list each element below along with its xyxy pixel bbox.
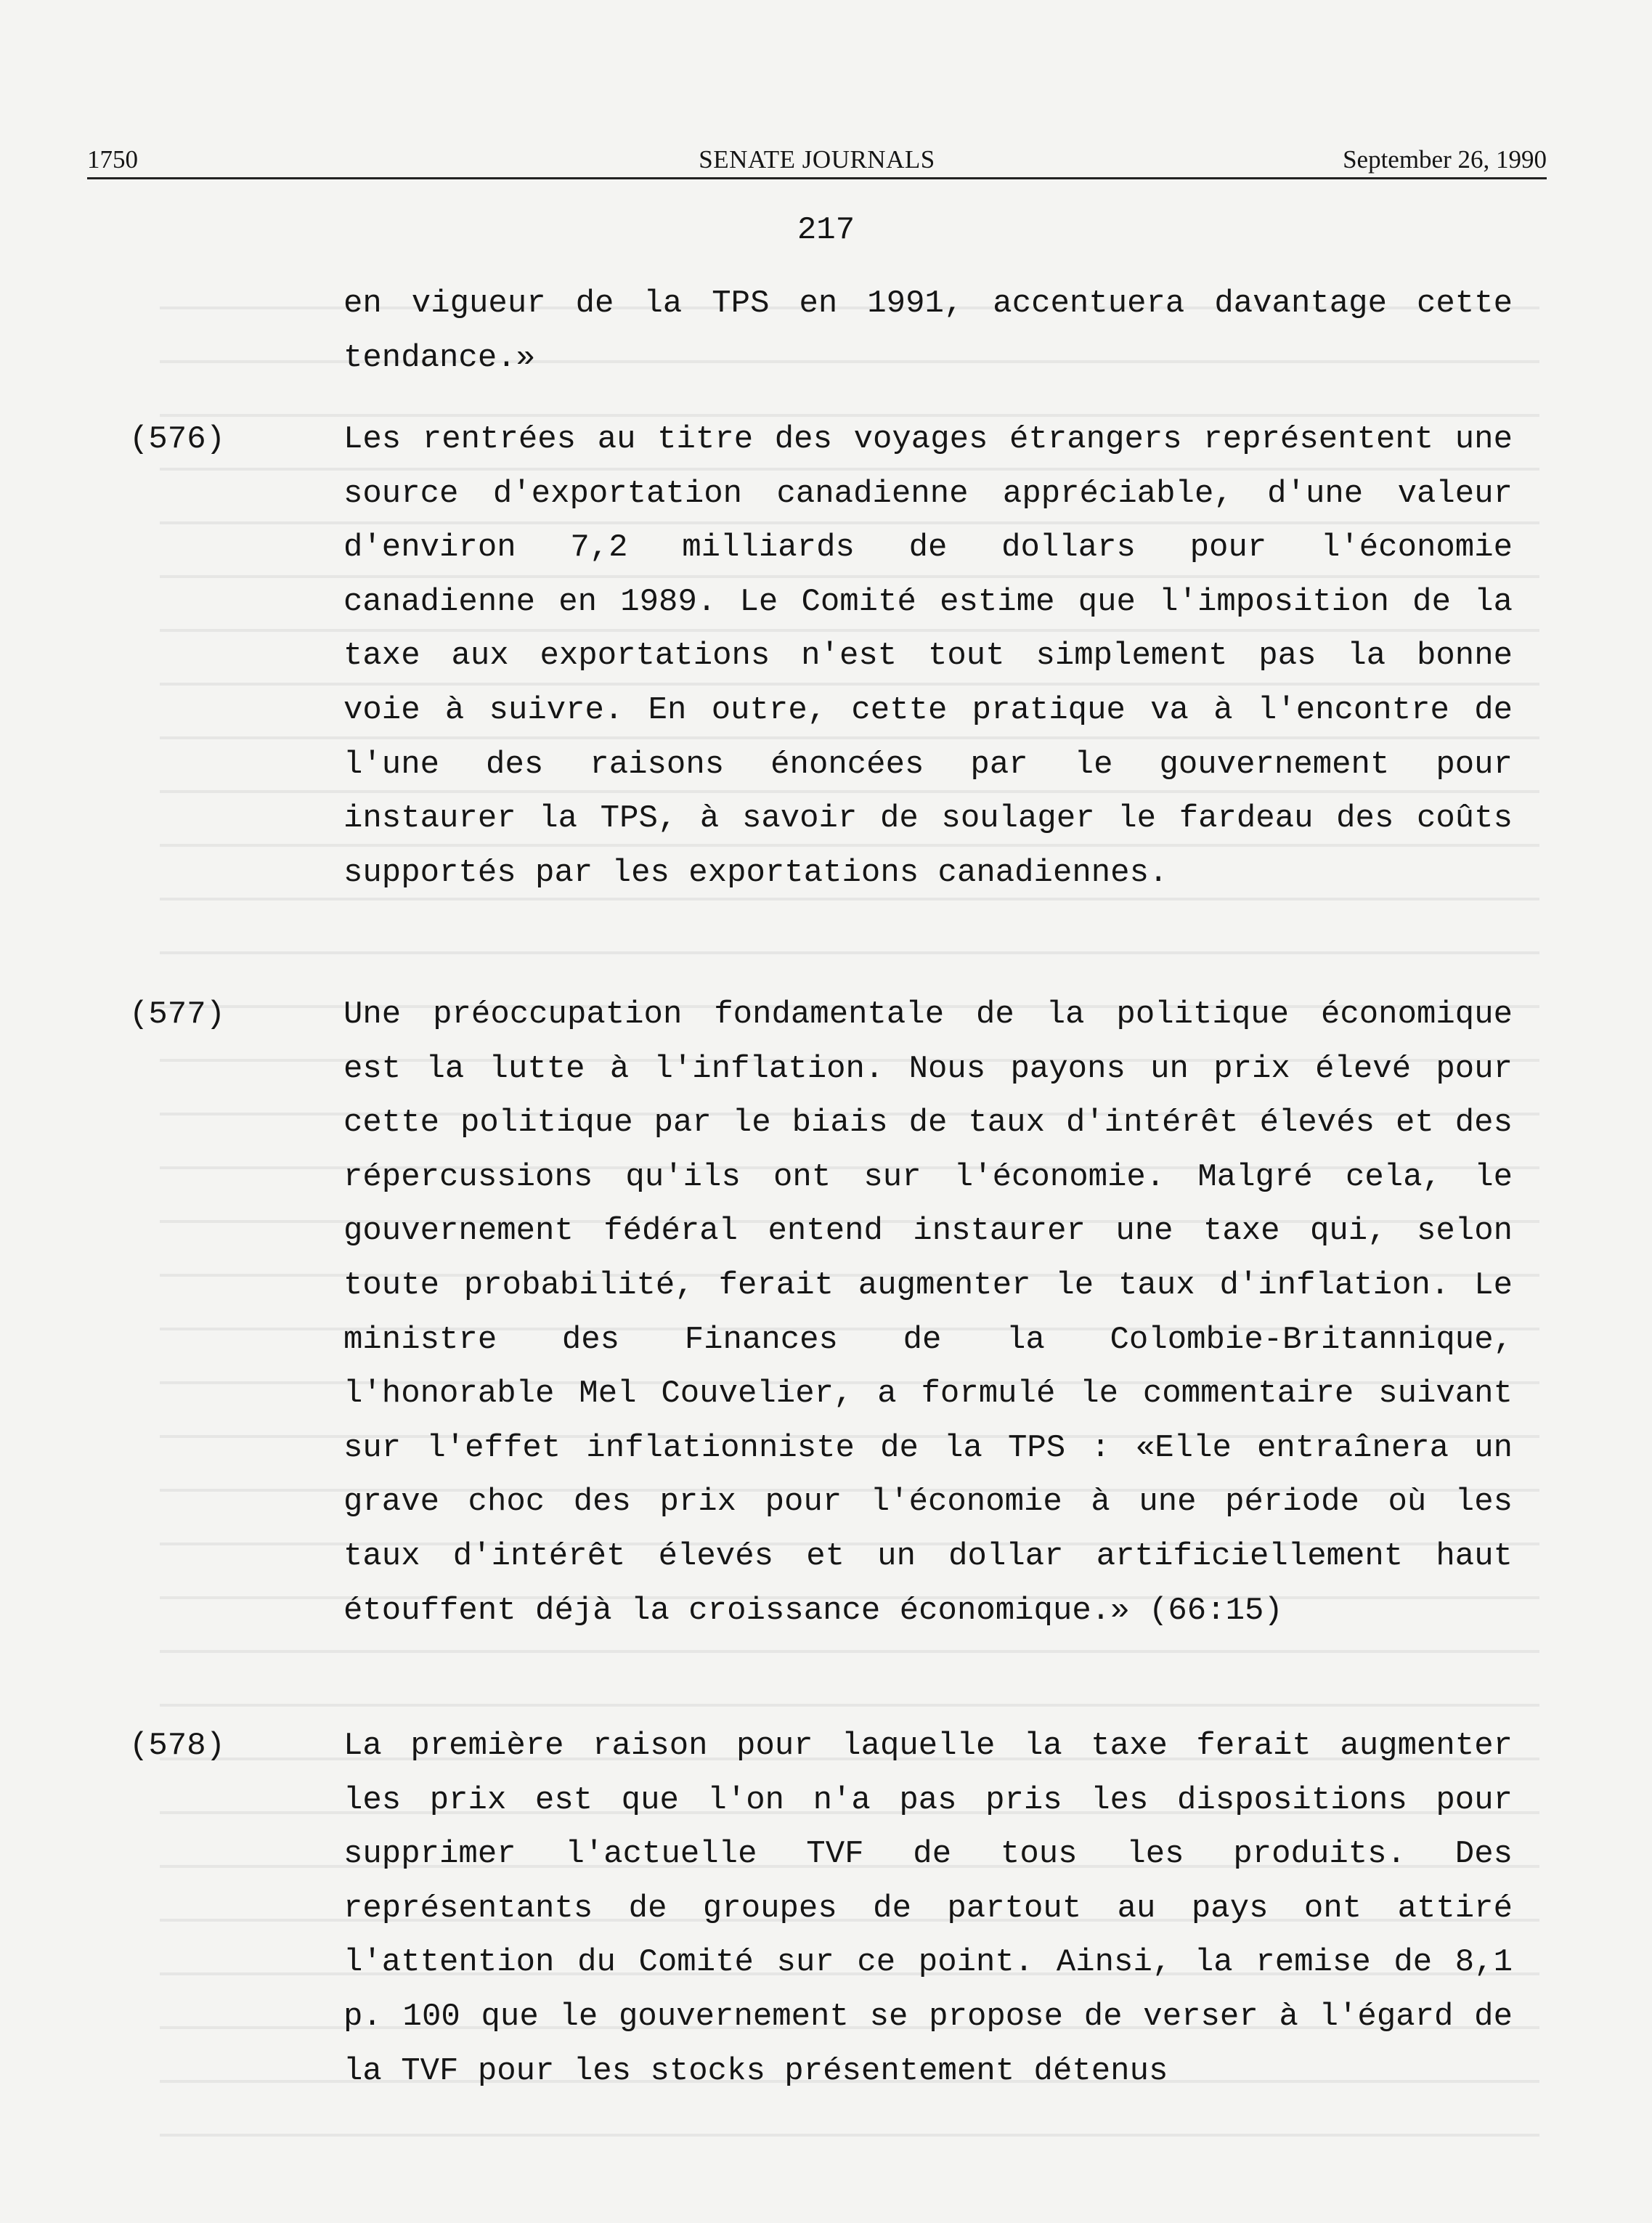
paragraph-number: (576) — [129, 421, 226, 458]
paragraph-text: Les rentrées au titre des voyages étrangers représentent une source d'exportation canadienne appréciable, d'une valeur d'environ 7,2 milliards de dollars pour l'économie canadienne en 1989. Le Comité estime que l'imposition de la taxe aux exportations n'est tout simplement pas la bonne voie à suivre. En outre, cette pratique va à l'encontre de l'une des raisons énoncées par le gouvernement pour instaurer la TPS, à savoir de soulager le fardeau des coûts supportés par les exportations canadiennes. — [343, 421, 1513, 891]
paragraph-text: Une préoccupation fondamentale de la politique économique est la lutte à l'inflation. Nous payons un prix élevé pour cette politique par le biais de taux d'intérêt élevés et des répercussions qu'ils ont sur l'économie. Malgré cela, le gouvernement fédéral entend instaurer une taxe qui, selon toute probabilité, ferait augmenter le taux d'inflation. Le ministre des Finances de la Colombie-Britannique, l'honorable Mel Couvelier, a formulé le commentaire suivant sur l'effet inflationniste de la TPS : «Elle entraînera un grave choc des prix pour l'économie à une période où les taux d'intérêt élevés et un dollar artificiellement haut étouffent déjà la croissance économique.» (66:15) — [343, 996, 1513, 1629]
sheet-number: 217 — [797, 212, 855, 248]
header-rule — [87, 177, 1547, 179]
page-number: 1750 — [87, 145, 138, 174]
running-header — [87, 142, 1547, 177]
journal-title: SENATE JOURNALS — [699, 145, 935, 174]
paragraph-text: La première raison pour laquelle la taxe ferait augmenter les prix est que l'on n'a pas pris les dispositions pour supprimer l'actuelle TVF de tous les produits. Des représentants de groupes de partout au pays ont attiré l'attention du Comité sur ce point. Ainsi, la remise de 8,1 p. 100 que le gouvernement se propose de verser à l'égard de la TVF pour les stocks présentement détenus — [343, 1728, 1513, 2089]
header-date: September 26, 1990 — [1343, 145, 1547, 174]
paragraph-number: (577) — [129, 996, 226, 1033]
paragraph-text: en vigueur de la TPS en 1991, accentuera davantage cette tendance.» — [343, 285, 1513, 376]
paragraph-number: (578) — [129, 1728, 226, 1764]
